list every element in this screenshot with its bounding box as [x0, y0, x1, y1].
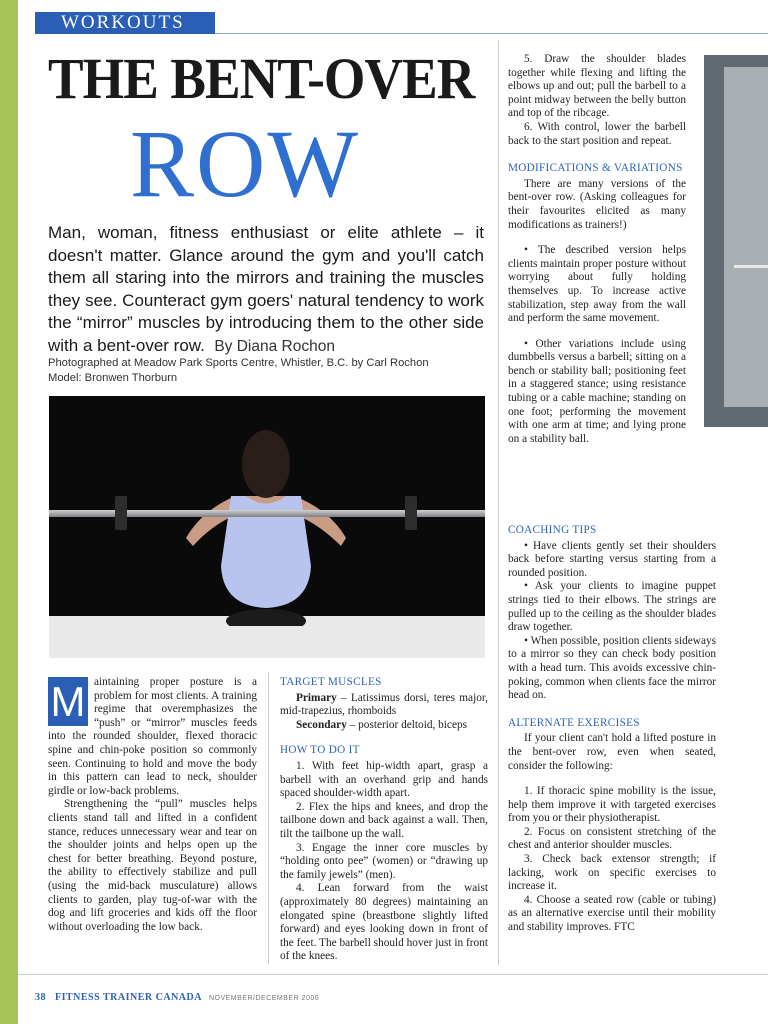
- byline: By Diana Rochon: [214, 337, 335, 355]
- how-to-step-4: 4. Lean forward from the waist (approximately 80 degrees) maintaining an elongated spine (breastbone slightly lifted forward) and eyes looking down in front of the feet. The barbell should hover just in front of the knees.: [280, 882, 488, 963]
- photo-credit-line: Photographed at Meadow Park Sports Centre, Whistler, B.C. by Carl Rochon: [48, 357, 429, 369]
- model-credit-line: Model: Bronwen Thorburn: [48, 372, 178, 384]
- modifications-heading: MODIFICATIONS & VARIATIONS: [508, 162, 683, 175]
- coaching-heading: COACHING TIPS: [508, 524, 597, 536]
- dropcap: M: [48, 677, 88, 726]
- side-photo-cropped: [704, 55, 768, 427]
- how-to-step-5: 5. Draw the shoulder blades together while flexing and lifting the elbows up and out; pull the barbell to a point midway between the belly button and top of the ribcage.: [508, 53, 686, 120]
- article-title-line2: ROW: [130, 110, 360, 217]
- athlete-figure: [141, 416, 391, 626]
- alternate-heading: ALTERNATE EXERCISES: [508, 716, 640, 729]
- header-rule: [215, 33, 768, 34]
- deck-text: Man, woman, fitness enthusiast or elite athlete – it doesn't matter. Glance around the gym and you'll catch them all staring into the mirrors and training the muscles they see. Counteract gym goers' natural tendency to work the “mirror” muscles by introducing them to the other side with a bent-over row.: [48, 223, 484, 355]
- intro-column: [48, 676, 257, 934]
- hair-shape: [242, 430, 290, 498]
- exercise-photo: [49, 396, 485, 658]
- article-deck: [48, 222, 484, 358]
- right-column-top: [508, 53, 686, 446]
- barbell-plate-right: [405, 496, 417, 530]
- intro-paragraph-1: [48, 676, 257, 798]
- page-number: 38: [35, 992, 46, 1003]
- target-muscles-heading: TARGET MUSCLES: [280, 676, 382, 688]
- primary-label: Primary: [296, 691, 337, 704]
- how-to-heading: HOW TO DO IT: [280, 744, 360, 757]
- side-photo-panel: [724, 67, 768, 407]
- secondary-text: – posterior deltoid, biceps: [346, 718, 468, 731]
- how-to-step-3: 3. Engage the inner core muscles by “holding onto pee” (women) or “drawing up the family jewels” (men).: [280, 841, 488, 881]
- intro-paragraph-1-text: aintaining proper posture is a problem for most clients. A training regime that overemphasizes the “push” or “mirror” muscles feeds into the rounded shoulder, flexed thoracic spine and chin-poke position so commonly seen. Continuing to hold and move the body in this pattern can lead to neck, shoulder girdle or low-back problems.: [48, 676, 257, 797]
- column-divider-left: [268, 672, 269, 964]
- shorts-shape: [226, 609, 306, 626]
- coaching-tip-2: • Ask your clients to imagine puppet strings tied to their elbows. The strings are pulled up to the ceiling as the shoulder blades draw together.: [508, 580, 716, 634]
- right-column-bottom: [508, 524, 716, 935]
- page-footer: [35, 992, 319, 1003]
- modifications-bullet-2: • Other variations include using dumbbells versus a barbell; sitting on a bench or stability ball; positioning feet in a staggered stance; using resistance tubing or a cable machine; standing on one foot; performing the movement with one arm at time; and lying prone on a stability ball.: [508, 337, 686, 445]
- how-to-step-6: 6. With control, lower the barbell back to the start position and repeat.: [508, 120, 686, 147]
- section-tab: WORKOUTS: [35, 12, 215, 34]
- secondary-label: Secondary: [296, 718, 347, 731]
- footer-rule: [18, 974, 768, 975]
- alternate-item-3: 3. Check back extensor strength; if lacking, work on specific exercises to increase it.: [508, 853, 716, 893]
- alternate-item-2: 2. Focus on consistent stretching of the chest and anterior shoulder muscles.: [508, 825, 716, 852]
- alternate-intro: If your client can't hold a lifted posture in the bent-over row, even when seated, consider the following:: [508, 732, 716, 772]
- coaching-tip-1: • Have clients gently set their shoulders back before starting versus starting from a rounded position.: [508, 539, 716, 579]
- alternate-item-4: 4. Choose a seated row (cable or tubing) as an alternative exercise until their mobility and stability improves. FTC: [508, 893, 716, 934]
- how-to-step-1: 1. With feet hip-width apart, grasp a barbell with an overhand grip and hands spaced shoulder-width apart.: [280, 759, 488, 800]
- middle-column: [280, 676, 488, 964]
- photo-credit: [48, 356, 484, 386]
- magazine-name: FITNESS TRAINER CANADA: [55, 992, 202, 1003]
- coaching-tip-3: • When possible, position clients sideways to a mirror so they can check body position with a head turn. This avoids excessive chin-poking, common when clients face the mirror head on.: [508, 634, 717, 702]
- modifications-bullet-1: • The described version helps clients maintain proper posture without worrying about fully holding themselves up. To increase active stabilization, step away from the wall and perform the same movement.: [508, 244, 686, 325]
- issue-date: NOVEMBER/DECEMBER 2006: [208, 995, 320, 1002]
- primary-muscles: [280, 692, 488, 719]
- intro-paragraph-2: Strengthening the “pull” muscles helps clients stand tall and lifted in a confident stance, reduces unnecessary wear and tear on the shoulder joints and helps open up the chest for better breathing. Beyond posture, the ability to effectively stabilize and pull (using the mid-back musculature) allows clients to garden, play tug-of-war with the dog and lift groceries and kids off the floor without overloading the low back.: [48, 798, 257, 933]
- column-divider-right: [498, 40, 499, 965]
- left-margin-stripe: [0, 0, 18, 1024]
- secondary-muscles: [280, 719, 488, 733]
- article-title-line1: THE BENT-OVER: [48, 46, 475, 111]
- side-photo-bar: [734, 265, 768, 268]
- alternate-item-1: 1. If thoracic spine mobility is the issue, help them improve it with targeted exercises from you or their physiotherapist.: [508, 785, 716, 825]
- modifications-intro: There are many versions of the bent-over row. (Asking colleagues for their favourites elicited as many modifications as trainers!): [508, 177, 686, 231]
- primary-text: – Latissimus dorsi, teres major, mid-trapezius, rhomboids: [280, 691, 488, 718]
- barbell-plate-left: [115, 496, 127, 530]
- how-to-step-2: 2. Flex the hips and knees, and drop the tailbone down and back against a wall. Then, tilt the tailbone up the wall.: [280, 800, 488, 840]
